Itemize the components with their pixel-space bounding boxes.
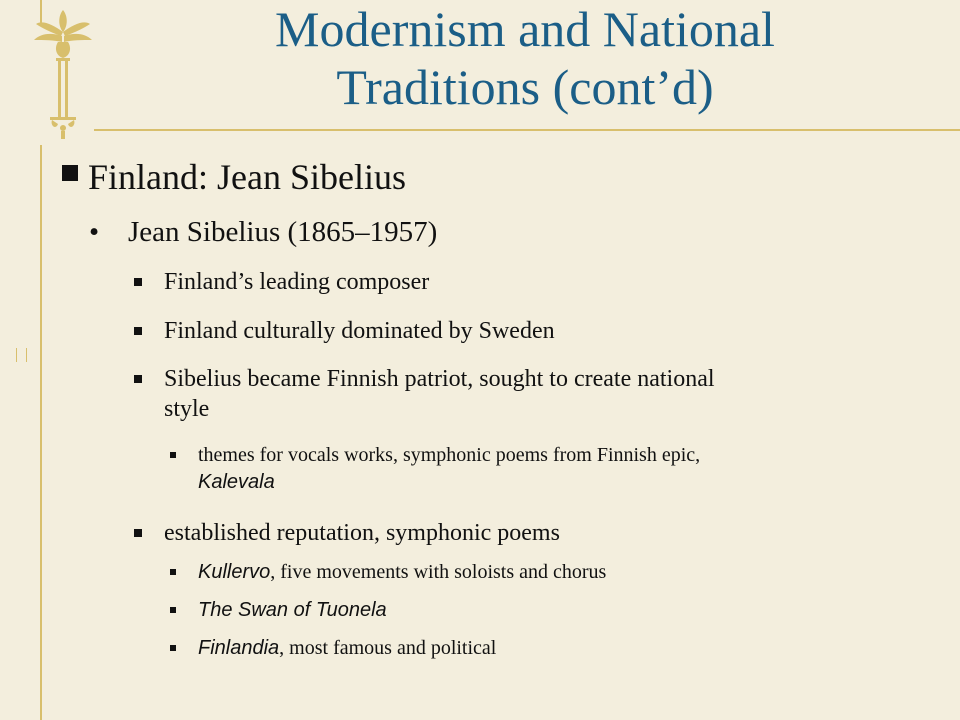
title-underline xyxy=(94,129,960,131)
sub-bullet-text xyxy=(198,597,898,624)
sub-bullet-text xyxy=(198,635,898,662)
left-rule xyxy=(40,145,42,720)
work-description: , most famous and political xyxy=(279,637,497,659)
square-bullet-icon xyxy=(170,645,176,651)
kalevala-title: Kalevala xyxy=(198,471,275,493)
square-bullet-icon xyxy=(134,327,142,335)
work-title: Finlandia xyxy=(198,637,280,659)
heading-text: Finland: Jean Sibelius xyxy=(88,157,406,197)
subheading-text: Jean Sibelius (1865–1957) xyxy=(128,216,438,248)
square-bullet-icon xyxy=(134,375,142,383)
ornament-icon xyxy=(28,6,98,141)
bullet-text: Finland culturally dominated by Sweden xyxy=(164,318,555,344)
sub-bullet-text xyxy=(198,442,898,496)
dot-bullet-icon: • xyxy=(89,216,100,248)
heading-bullet xyxy=(62,156,406,198)
title-line-2: Traditions (cont’d) xyxy=(336,59,714,115)
bullet-text: Finland’s leading composer xyxy=(164,269,430,295)
bullet-text xyxy=(164,364,914,424)
square-bullet-icon xyxy=(134,278,142,286)
bullet-text-line-2: style xyxy=(164,396,210,422)
title-line-1: Modernism and National xyxy=(275,1,775,57)
bullet-text-line-1: Sibelius became Finnish patriot, sought to create national xyxy=(164,366,715,392)
slide-title xyxy=(150,0,900,116)
tick-marks-icon xyxy=(14,348,32,362)
square-bullet-icon xyxy=(170,569,176,575)
sub-bullet-line-1: themes for vocals works, symphonic poems from Finnish epic, xyxy=(198,444,701,466)
work-title: Kullervo xyxy=(198,561,271,583)
square-bullet-icon xyxy=(62,165,78,181)
square-bullet-icon xyxy=(170,452,176,458)
square-bullet-icon xyxy=(170,607,176,613)
sub-bullet-text xyxy=(198,559,898,586)
work-title: The Swan of Tuonela xyxy=(198,599,387,621)
square-bullet-icon xyxy=(134,529,142,537)
work-description: , five movements with soloists and chorus xyxy=(270,561,607,583)
bullet-text: established reputation, symphonic poems xyxy=(164,520,560,546)
